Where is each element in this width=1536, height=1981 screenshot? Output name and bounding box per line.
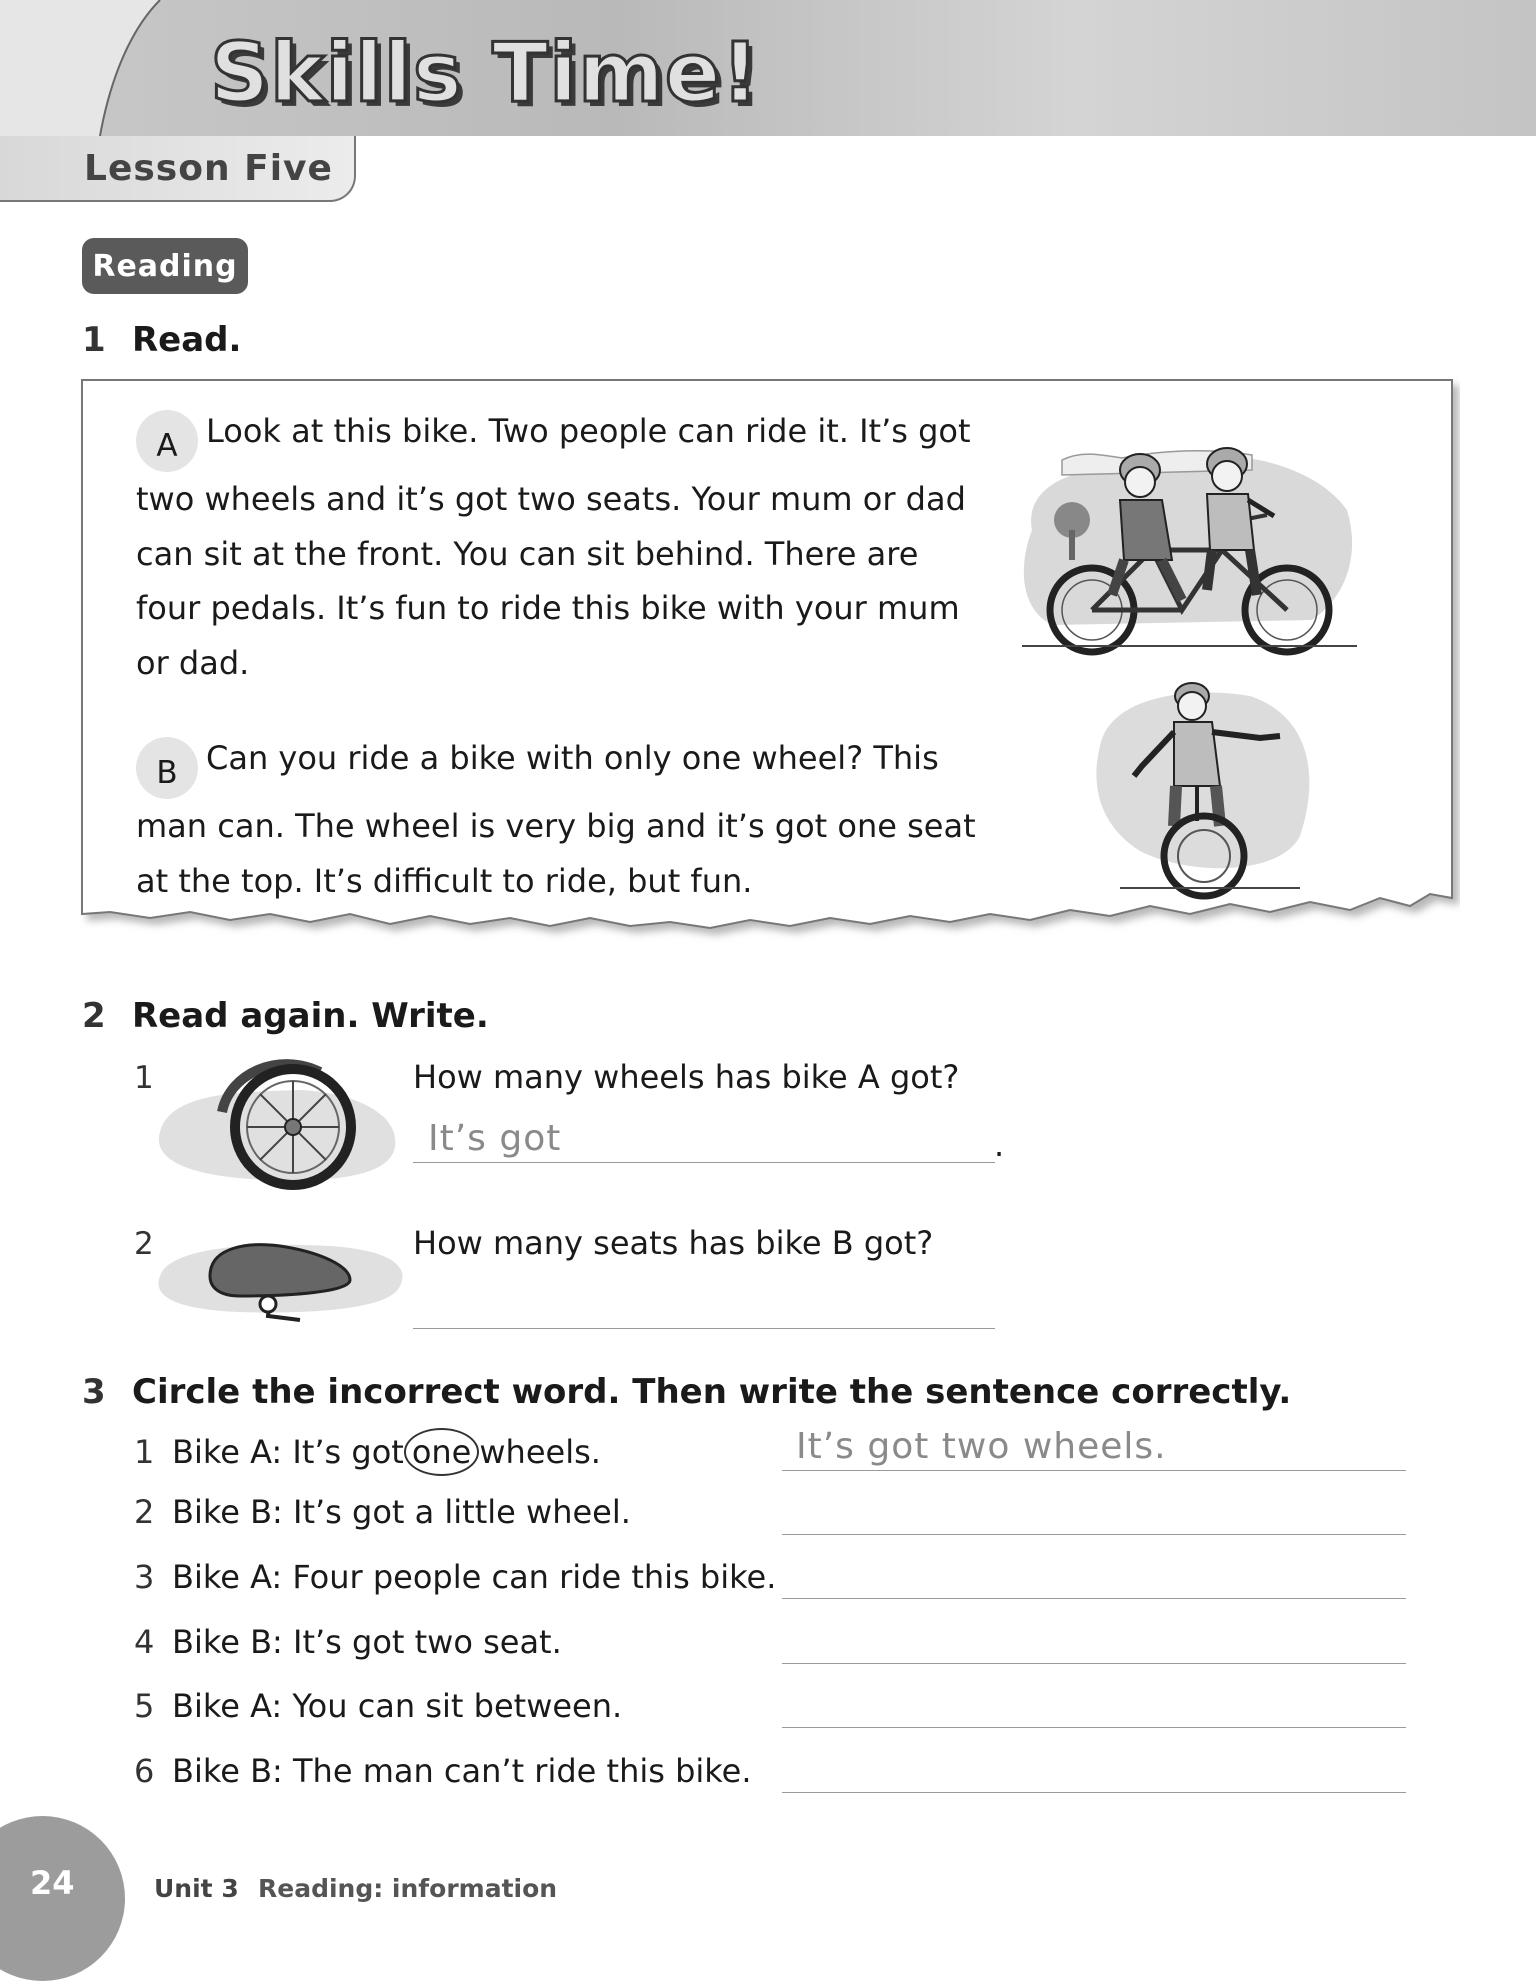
text-a-line-4: four pedals. It’s fun to ride this bike with your mum (136, 589, 960, 627)
text-a-line-3: can sit at the front. You can sit behind. There are (136, 534, 919, 573)
ex3-instruction: Circle the incorrect word. Then write the sentence correctly. (132, 1372, 1292, 1412)
ex2-item-1-number: 1 (134, 1060, 154, 1096)
ex1-number: 1 (82, 320, 106, 360)
text-a (136, 404, 1016, 690)
ex2-item-2-number: 2 (134, 1226, 154, 1262)
ex2-number: 2 (82, 996, 106, 1036)
page-title: Skills Time! (210, 26, 760, 121)
letter-b-badge: B (136, 737, 198, 799)
ex2-answer-1-period: . (994, 1126, 1005, 1164)
ex3-answer-1[interactable]: It’s got two wheels. (796, 1426, 1167, 1467)
ex3-write-line-1[interactable] (782, 1470, 1406, 1471)
text-a-line-2: two wheels and it’s got two seats. Your mum or dad (136, 480, 966, 518)
page-number: 24 (30, 1864, 75, 1902)
ex3-item-2: 2 Bike B: It’s got a little wheel. (134, 1493, 631, 1531)
ex3-item-1: 1 Bike A: It’s got one wheels. (134, 1428, 601, 1476)
ex3-item-3: 3 Bike A: Four people can ride this bike. (134, 1558, 777, 1596)
text-a-line-1: A Look at this bike. Two people can ride it. It’s got (136, 404, 1016, 472)
text-b-line-2: man can. The wheel is very big and it’s got one seat (136, 807, 976, 845)
wheel-icon (159, 1064, 395, 1185)
text-b-line-1: B Can you ride a bike with only one wheel? This (136, 731, 1016, 799)
ex3-write-line-3[interactable] (782, 1598, 1406, 1599)
seat-icon (158, 1245, 402, 1320)
ex3-item-4: 4 Bike B: It’s got two seat. (134, 1623, 562, 1661)
section-badge: Reading (82, 238, 248, 294)
footer-unit: Unit 3 (154, 1874, 239, 1903)
tandem-bike-illustration (1012, 420, 1362, 660)
ex2-question-2: How many seats has bike B got? (413, 1224, 934, 1262)
ex3-item-6: 6 Bike B: The man can’t ride this bike. (134, 1752, 752, 1790)
ex2-write-line-2[interactable] (413, 1328, 995, 1329)
letter-a-badge: A (136, 410, 198, 472)
ex2-write-line-1[interactable] (413, 1162, 995, 1163)
text-b (136, 731, 1016, 908)
unicycle-illustration (1096, 683, 1309, 896)
text-b-line-3: at the top. It’s difficult to ride, but fun. (136, 861, 753, 900)
circled-word[interactable]: one (404, 1428, 480, 1476)
ex3-item-5: 5 Bike A: You can sit between. (134, 1687, 623, 1725)
ex3-write-line-4[interactable] (782, 1663, 1406, 1664)
footer-topic: Reading: information (258, 1874, 558, 1903)
ex3-number: 3 (82, 1372, 106, 1412)
ex3-write-line-5[interactable] (782, 1727, 1406, 1728)
ex2-answer-1[interactable]: It’s got (428, 1118, 562, 1159)
ex2-question-1: How many wheels has bike A got? (413, 1058, 960, 1096)
text-a-line-5: or dad. (136, 643, 250, 682)
ex3-write-line-2[interactable] (782, 1534, 1406, 1535)
ex1-instruction: Read. (132, 320, 242, 360)
ex2-instruction: Read again. Write. (132, 996, 489, 1036)
lesson-label: Lesson Five (84, 148, 333, 189)
ex3-write-line-6[interactable] (782, 1792, 1406, 1793)
